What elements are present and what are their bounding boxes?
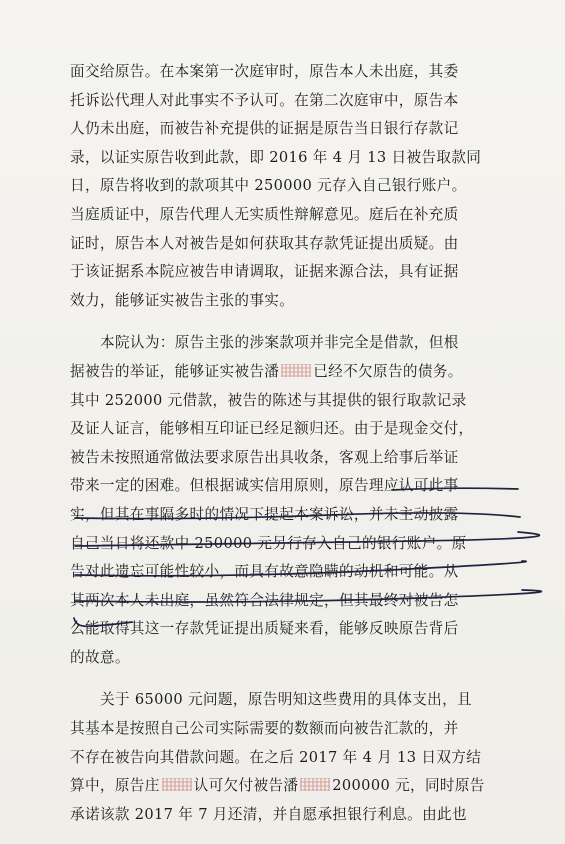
text-line: 面交给原告。在本案第一次庭审时，原告本人未出庭，其委 <box>70 63 459 80</box>
text-line: 承诺该款 2017 年 7 月还清，并自愿承担银行利息。由此也 <box>70 805 467 823</box>
text-line: 自己当日将还款中 250000 元另行存入自己的银行账户。原 <box>70 534 467 552</box>
text-line: 不存在被告向其借款问题。在之后 2017 年 4 月 13 日双方结 <box>70 748 482 766</box>
text-line: 本院认为：原告主张的涉案款项并非完全是借款，但根 <box>100 334 459 352</box>
text-segment: 算中，原告庄 <box>70 777 160 795</box>
text-line: 其基本是按照自己公司实际需要的数额而向被告汇款的，并 <box>70 720 459 738</box>
text-line: 托诉讼代理人对此事实不予认可。在第二次庭审中，原告本 <box>70 91 459 109</box>
redaction-mark <box>300 778 330 791</box>
text-line: 关于 65000 元问题，原告明知这些费用的具体支出，且 <box>100 691 472 709</box>
text-line: 于该证据系本院应被告申请调取，证据来源合法，具有证据 <box>70 263 459 281</box>
text-segment: 200000 元，同时原告 <box>332 777 485 795</box>
text-line <box>70 358 522 387</box>
text-line: 效力，能够证实被告主张的事实。 <box>70 291 295 309</box>
text-line: 被告未按照通常做法要求原告出具收条，客观上给事后举证 <box>70 448 459 466</box>
text-segment: 认可欠付被告潘 <box>193 777 299 795</box>
text-line: 告对此遗忘可能性较小，而具有故意隐瞒的动机和可能。从 <box>70 563 459 581</box>
text-line: 证时，原告本人对被告是如何获取其存款凭证提出质疑。由 <box>70 234 459 252</box>
text-line: 带来一定的困难。但根据诚实信用原则，原告理应认可此事 <box>70 477 459 495</box>
text-line: 的故意。 <box>70 648 130 666</box>
text-segment: 已经不欠原告的债务。 <box>313 362 463 380</box>
text-line: 当庭质证中，原告代理人无实质性辩解意见。庭后在补充质 <box>70 205 459 223</box>
redaction-mark <box>281 364 311 377</box>
redaction-mark <box>162 778 192 791</box>
text-line <box>70 772 522 801</box>
body-text <box>70 58 522 829</box>
text-line: 人仍未出庭，而被告补充提供的证据是原告当日银行存款记 <box>70 120 459 138</box>
text-line: 录，以证实原告收到此款，即 2016 年 4 月 13 日被告取款同 <box>70 148 482 166</box>
text-line: 其中 252000 元借款，被告的陈述与其提供的银行取款记录 <box>70 391 467 409</box>
text-line: 其两次本人未出庭，虽然符合法律规定，但其最终对被告怎 <box>70 591 459 609</box>
text-segment: 据被告的举证，能够证实被告潘 <box>70 362 280 380</box>
text-line: 日，原告将收到的款项其中 250000 元存入自己银行账户。 <box>70 177 467 195</box>
text-line: 么能取得其这一存款凭证提出质疑来看，能够反映原告背后 <box>70 620 459 638</box>
text-line: 实，但其在事隔多时的情况下提起本案诉讼，并未主动披露 <box>70 505 459 523</box>
text-line: 及证人证言，能够相互印证已经足额归还。由于是现金交付， <box>70 420 474 438</box>
